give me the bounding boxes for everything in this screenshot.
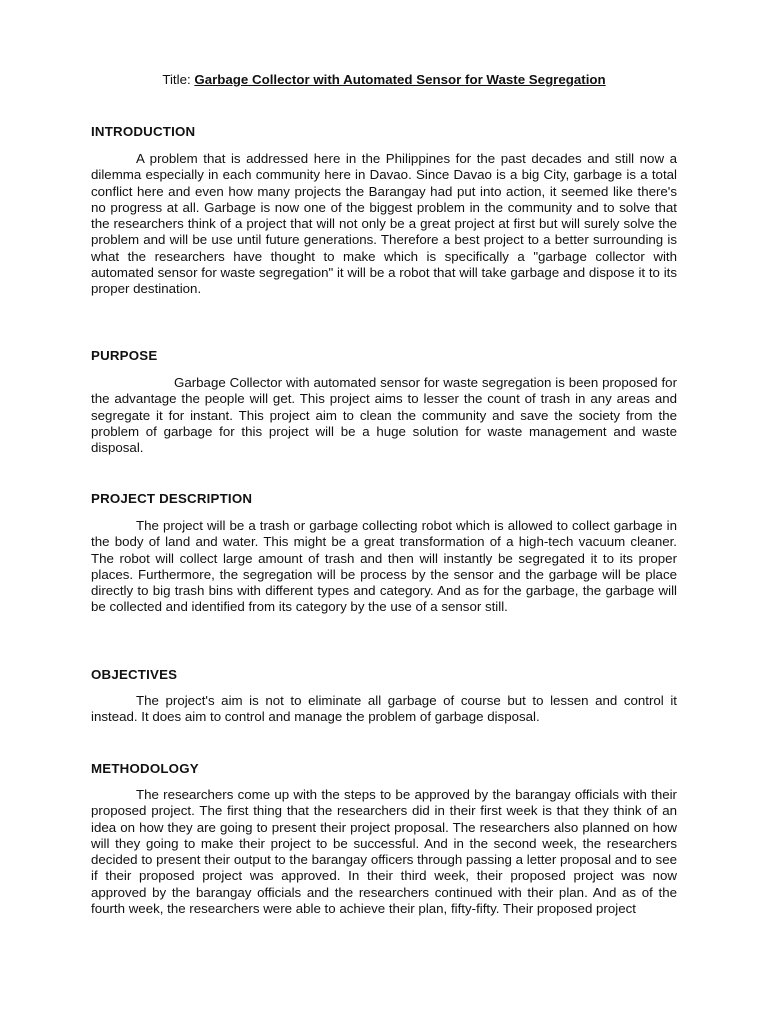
section-heading-project-description: PROJECT DESCRIPTION <box>91 491 253 506</box>
section-body-methodology: The researchers come up with the steps to be approved by the barangay officials with their proposed project. The first thing that the researchers did in their first week is that they think of an idea on how they are going to present their project proposal. The researchers also planned on how will they going to make their project to be successful. And in the second week, the researchers decided to present their output to the barangay officers through passing a letter proposal and to see if their proposed project was approved. In their third week, their proposed project was now approved by the barangay officials and the researchers continued with their plan. And as of the fourth week, the researchers were able to achieve their plan, fifty-fifty. Their proposed project <box>91 787 677 917</box>
section-heading-purpose: PURPOSE <box>91 348 158 363</box>
title-value: Garbage Collector with Automated Sensor for Waste Segregation <box>194 72 606 87</box>
section-body-project-description: The project will be a trash or garbage collecting robot which is allowed to collect garbage in the body of land and water. This might be a great transformation of a high-tech vacuum cleaner. The robot will collect large amount of trash and then will instantly be segregated it to its proper places. Furthermore, the segregation will be process by the sensor and the garbage will be place directly to big trash bins with different types and category. And as for the garbage, the garbage will be collected and identified from its category by the use of a sensor still. <box>91 518 677 615</box>
section-body-purpose: Garbage Collector with automated sensor for waste segregation is been proposed for the advantage the people will get. This project aims to lesser the count of trash in any areas and segregate it for instant. This project aim to clean the community and save the society from the problem of garbage for this project will be a huge solution for waste management and waste disposal. <box>91 375 677 456</box>
section-body-introduction: A problem that is addressed here in the Philippines for the past decades and still now a dilemma especially in each community here in Davao. Since Davao is a big City, garbage is a total conflict here and even how many projects the Barangay had put into action, it seemed like there's no progress at all. Garbage is now one of the biggest problem in the community and to solve that the researchers think of a project that will not only be a great project at first but will surely solve the problem and will be use until future generations. Therefore a best project to a better surrounding is what the researchers have thought to make which is specifically a "garbage collector with automated sensor for waste segregation" it will be a robot that will take garbage and dispose it to its proper destination. <box>91 151 677 297</box>
section-body-objectives: The project's aim is not to eliminate all garbage of course but to lessen and control it instead. It does aim to control and manage the problem of garbage disposal. <box>91 693 677 725</box>
section-heading-methodology: METHODOLOGY <box>91 761 199 776</box>
title-label: Title: <box>162 72 195 87</box>
section-heading-objectives: OBJECTIVES <box>91 667 178 682</box>
document-title <box>0 71 768 89</box>
section-heading-introduction: INTRODUCTION <box>91 124 196 139</box>
